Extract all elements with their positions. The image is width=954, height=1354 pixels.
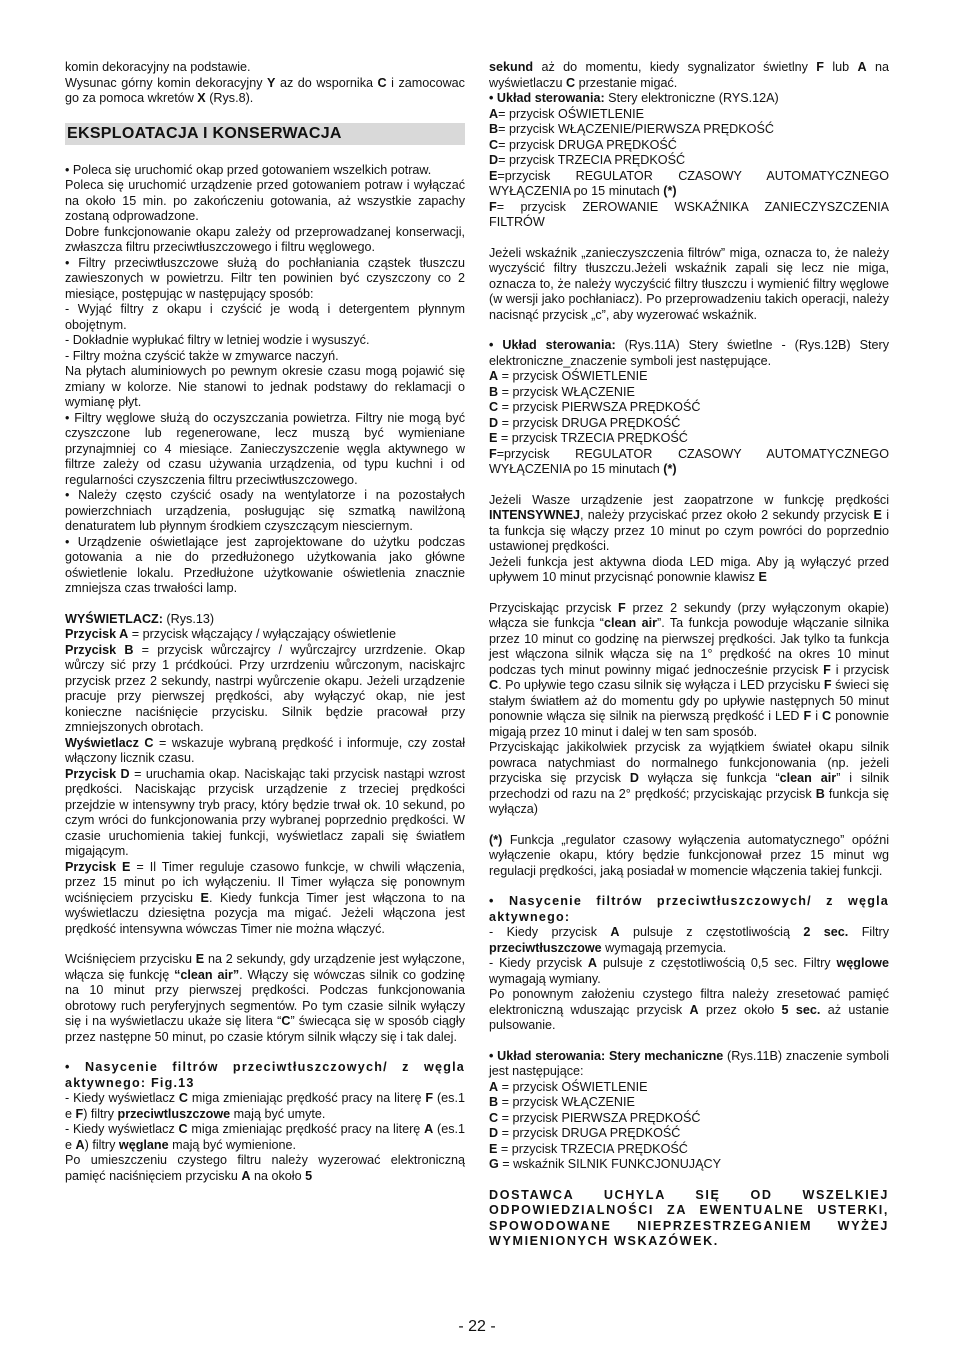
bold-text: A [241,1168,251,1183]
paragraph [65,1122,465,1153]
text: . Włączy się wówczas silnik co godzinę na 10 minut przy pierwszej prędkości. Podczas funkcjonowania obrotowy ruch peryferyjnych segmentów. Po tym czasie silnik wyłączy się i na wyświetlaczu ukaże się litera “ [65,967,466,1028]
paragraph [489,447,889,478]
text: ” świecąca się w sposób ciągły przez następne 50 minut, po czasie którym silnik włączy się i tak dalej. [65,1014,465,1044]
bold-text: C [178,1122,188,1136]
paragraph [65,767,465,860]
bold-text: Y [267,75,276,90]
paragraph [65,1091,465,1122]
text: = przycisk ZEROWANIE WSKAŹNIKA ZANIECZYSZCZENIA FILTRÓW [489,199,889,229]
text: Jeżeli Wasze urządzenie jest zaopatrzone w funkcję prędkości [489,492,889,507]
bold-text: • Nasycenie filtrów przeciwtłuszczowych/ z węgla aktywnego: [489,894,889,924]
bold-text: DOSTAWCA UCHYLA SIĘ OD WSZELKIEJ ODPOWIEDZIALNOŚCI ZA EWENTUALNE USTERKI, SPOWODOWANE NIEPRZESTRZEGANIEM WYŻEJ WYMIENIONYCH WSKAZÓWEK. [489,1187,889,1248]
bold-text: E [195,952,205,966]
bold-text: 5 [305,1168,313,1183]
paragraph [489,369,889,385]
paragraph [489,91,889,107]
paragraph [65,60,465,76]
paragraph [65,178,465,225]
paragraph [489,601,889,741]
bold-text: X [197,91,206,105]
text: Wciśnięciem przycisku [65,952,196,966]
bold-text: A [424,1122,434,1136]
paragraph [489,1080,889,1096]
bold-text: węglane [118,1137,169,1152]
bold-text: F [489,446,497,461]
text: lub [823,60,858,74]
text: = przycisk WŁĄCZENIE [498,1095,635,1109]
text: wyłącza się funkcja “ [638,771,780,785]
text: wymagają przemycia. [601,940,727,955]
paragraph [489,555,889,586]
text: • Należy często czyścić osady na wentylatorze i na pozostałych powierzchniach urządzenia, posługując się szmatką nawilżoną denaturatem lub płynnym środkiem czyszczącym niesciernym. [65,488,465,533]
paragraph [489,1188,889,1250]
text: • Urządzenie oświetlające jest zaprojektowane do użytku podczas gotowania a nie do przedłużonego użytkowania jako główne oświetlenie lokalu. Przedłużone użytkowanie oświetlenia znacznie zmniejsza czas trwałości lamp. [65,534,465,595]
text: miga zmieniając prędkość pracy na literę [187,1122,425,1136]
text: pulsuje z częstotliwością 0,5 sec. Filtry [597,956,837,970]
bold-text: A [610,925,620,939]
text: . Kiedy funkcja Timer jest włączona to na wyświetlaczu dziesiętna pozycja ma migać. Jeżeli włączona jest prędkość intensywna wówczas Timer nie można włączyć. [65,890,465,936]
text: - Kiedy przycisk [489,956,588,970]
text: funkcja się wyłącza) [489,786,889,816]
paragraph [489,925,889,956]
bold-text: (*) [489,832,503,847]
text: i [811,709,822,723]
bold-text: E [758,570,767,584]
text: . Po upływie tego czasu silnik się wyłącza i LED przycisku [498,678,824,692]
text: Dobre funkcjonowanie okapu zależy od przeprowadzanej konserwacji, zwłaszcza filtru przeciwtłuszczowego i filtru węglowego. [65,224,465,254]
text: • Filtry przeciwtłuszczowe służą do pochłaniania cząstek tłuszczu zawieszonych w powietrzu. Filtr ten powinien być czyszczony co 2 miesiące, postępując w następujący sposób: [65,255,465,301]
bold-text: sekund [489,60,534,74]
paragraph-gap [489,323,889,338]
bold-text: clean air [603,616,657,630]
text: wymagają wymiany. [489,971,601,986]
bold-text: B [489,384,499,399]
text: Przyciskając przycisk [489,600,619,615]
bold-text: B [489,1095,499,1109]
bold-text: • Układ sterowania: Stery mechaniczne [489,1048,724,1063]
text: i zamocowac go za pomoca wkretów [65,75,465,105]
text: - Wyjąć filtry z okapu i czyścić je wodą i detergentem płynnym obojętnym. [65,302,465,332]
text: (Rys.13) [162,611,215,626]
text: (Rys.11A) Stery świetlne - (Rys.12B) Stery elektroniczne_znaczenie symboli jest następujące. [489,338,889,368]
bold-text: E [489,168,498,183]
paragraph [489,987,889,1034]
paragraph-gap [489,879,889,894]
text: (es.1 e [65,1122,465,1152]
text: - Dokładnie wypłukać filtry w letniej wodzie i wysuszyć. [65,333,370,347]
bold-text: C [489,137,499,152]
left-body-text [65,163,465,1185]
text: ”. Ta funkcja powoduje włączanie silnika przez 10 minut co godzinę na pierwszej prędkości. Jak tylko ta funkcja jest włączona silnik włącza się na 1° prędkość na okres 10 minut podczas tych minut powinny migać jednocześnie przycisk [489,616,889,677]
bold-text: D [489,415,499,430]
bold-text: 2 sec. [803,925,849,939]
paragraph [65,1060,465,1091]
text: Po ponownym założeniu czystego filtra należy zresetować pamięć elektroniczną wduszając przycisk [489,987,889,1017]
paragraph-gap [489,586,889,601]
bold-text: A [489,369,499,383]
text: = przycisk TRZECIA PRĘDKOŚĆ [497,1141,688,1156]
text: - Kiedy wyświetlacz [65,1091,179,1105]
paragraph [489,1157,889,1173]
text: = przycisk OŚWIETLENIE [498,369,648,383]
paragraph [489,956,889,987]
text: = uruchamia okap. Naciskając taki przycisk nastąpi wzrost prędkości. Naciskając przycisk urządzenie z trzeciej prędkości przejdzie w intensywny tryb pracy, który będzie trwał ok. 10 sekund, po czym wróci do funkcjonowania przy wybranej poprzednio prędkości. W czasie uruchomienia takiej funkcji, wyświetlacz zapali się światłem migającym. [65,766,465,858]
text: (es.1 e [65,1091,465,1121]
bold-text: C [281,1014,291,1028]
text: Po umieszczeniu czystego filtru należy wyzerować elektroniczną pamięć naciśnięciem przycisku [65,1153,465,1183]
bold-text: F [823,678,832,692]
text: Stery elektroniczne (RYS.12A) [604,91,779,105]
text: Na płytach aluminiowych po pewnym okresie czasu mogą pojawić się zmiany w kolorze. Nie stanowi to jednak podstawy do reklamacji o wymianę płyt. [65,364,465,409]
bold-text: węglowe [836,956,889,970]
bold-text: C [821,709,832,723]
text: Przyciskając jakikolwiek przycisk za wyjątkiem świateł okapu silnik powraca natychmiast do normalnego funkcjonowania (np. jeżeli przyciska się przycisk [489,740,889,785]
text: = wskazuje wybraną prędkość i informuje, czy został włączony licznik czasu. [65,735,465,765]
bold-text: E [200,890,209,905]
bold-text: B [815,786,825,801]
paragraph [65,364,465,411]
text: • Poleca się uruchomić okap przed gotowaniem wszelkich potraw. [65,162,432,177]
text: i przycisk [830,662,889,677]
bold-text: F [75,1106,84,1121]
paragraph [65,488,465,535]
text: ” i silnik przechodzi od razu na 2° prędkość; przyciskając przycisk [489,771,890,801]
bold-text: A [857,60,867,74]
paragraph [489,1049,889,1080]
bold-text: • Układ sterowania: [489,338,616,352]
intro-text [65,60,465,107]
bold-text: INTENSYWNEJ [489,508,580,522]
paragraph [489,169,889,200]
paragraph-gap [489,818,889,833]
paragraph [65,860,465,938]
bold-text: WYŚWIETLACZ: [65,611,163,626]
bold-text: F [816,60,824,74]
text: = wskaźnik SILNIK FUNKCJONUJĄCY [498,1157,721,1171]
paragraph-gap [489,1173,889,1188]
text: = przycisk PIERWSZA PRĘDKOŚĆ [498,1110,701,1125]
paragraph [489,1095,889,1111]
text: = przycisk DRUGA PRĘDKOŚĆ [498,1126,681,1140]
paragraph [65,302,465,333]
bold-text: Wyświetlacz C [65,735,154,750]
paragraph [489,833,889,880]
bold-text: D [629,771,639,785]
bold-text: C [489,678,499,692]
bold-text: A [587,956,598,970]
bold-text: przeciwtłuszczowe [489,940,602,955]
paragraph [489,107,889,123]
paragraph [65,333,465,349]
text: Funkcja „regulator czasowy wyłączenia automatycznego” opóźni wyłączenie okapu, który będzie funkcjonował przez 15 minut wg regulacji prędkości, jaką posiadał w momencie włączenia takiej funkcji. [489,832,889,878]
paragraph [65,225,465,256]
paragraph [65,952,465,1045]
paragraph [489,400,889,416]
text: Poleca się uruchomić urządzenie przed gotowaniem potraw i wyłączać na około 15 min. po zakończeniu gotowania, aż wszystkie zapachy zostaną odprowadzone. [65,178,465,223]
bold-text: C [377,75,387,90]
bold-text: C [489,400,499,414]
bold-text: E [489,1141,498,1156]
paragraph [489,493,889,555]
text: na wyświetlaczu [489,60,889,90]
bold-text: F [803,709,812,723]
paragraph [489,1111,889,1127]
bold-text: E [489,431,498,445]
text: = przycisk OŚWIETLENIE [498,106,645,121]
left-column [65,60,465,1184]
text: = przycisk TRZECIA PRĘDKOŚĆ [498,153,686,167]
text: świeci się stałym światłem aż do momentu gdy po upływie następnych 50 minut ponownie włącza się silnik na pierwszą prędkość i LED [489,678,889,723]
bold-text: “clean air” [174,967,240,982]
text: pulsuje z częstotliwością [619,925,804,939]
right-column [489,60,889,1250]
paragraph [489,246,889,324]
paragraph [65,612,465,628]
text: = przycisk PIERWSZA PRĘDKOŚĆ [498,400,701,414]
paragraph-gap [489,478,889,493]
text: przez około [698,1002,782,1017]
bold-text: Przycisk B [65,642,134,657]
text: Jeżeli wskaźnik „zanieczyszczenia filtrów” miga, oznacza to, że należy wyczyścić filtry tłuszczu.Jeżeli wskaźnik zapali się lecz nie miga, oznacza to, że należy wyczyścić filtry tłuszczu i wymienić filtry węglowe (w wersji jako pochłaniacz). Po przeprowadzeniu takich operacji, należy nacisnąć przycisk „c”, aby wyzerować wskaźnik. [489,245,889,322]
bold-text: B [489,122,499,136]
bold-text: D [489,1126,499,1140]
text: aż do momentu, kiedy sygnalizator świetlny [533,60,817,74]
text: = przycisk TRZECIA PRĘDKOŚĆ [497,431,688,445]
bold-text: clean air [779,771,837,785]
bold-text: Przycisk A [65,627,129,641]
paragraph [489,338,889,369]
bold-text: 5 sec. [781,1002,821,1017]
bold-text: • Układ sterowania: [489,91,605,105]
text: = przycisk DRUGA PRĘDKOŚĆ [498,415,681,430]
text: =przycisk REGULATOR CZASOWY AUTOMATYCZNEGO WYŁĄCZENIA po 15 minutach [489,446,889,476]
text: (Rys.11B) znaczenie symboli jest następujące: [489,1048,889,1078]
bold-text: C [489,1110,499,1125]
text: ) filtry [84,1137,119,1152]
section-heading: EKSPLOATACJA I KONSERWACJA [65,123,465,145]
paragraph [65,411,465,489]
text: = przycisk WŁĄCZENIE [498,384,635,399]
paragraph [489,138,889,154]
paragraph [65,256,465,303]
text: = przycisk OŚWIETLENIE [498,1079,648,1094]
paragraph [65,535,465,597]
paragraph [489,200,889,231]
paragraph [489,385,889,401]
bold-text: F [489,199,497,214]
text: - Kiedy przycisk [489,925,611,939]
bold-text: przeciwtluszczowe [117,1106,231,1121]
text: az do wspornika [275,75,378,90]
bold-text: • Nasycenie filtrów przeciwtłuszczowych/ z węgla aktywnego: Fig.13 [65,1060,465,1090]
paragraph-gap [489,1034,889,1049]
bold-text: A [75,1137,85,1152]
text: = przycisk włączający / wyłączający oświetlenie [128,627,396,641]
text: • Filtry węglowe służą do oczyszczania powietrza. Filtry nie mogą być czyszczone lub regenerowane, lecz muszą być wymieniane przynajmniej co 4 miesiące. Zanieczyszczenie węgla aktywnego w filtrze zależy od czasu używania urządzenia, od typu kuchni i od regularności czyszczenia filtru przeciwtłuszczowego. [65,410,465,487]
paragraph [65,1153,465,1184]
text: = Il Timer reguluje czasowo funkcje, w chwili włączenia, przez 15 minut po ich wyłączeniu. Il Timer wyłącza się ponownym wciśnięciem przycisku [65,859,465,905]
bold-text: D [489,153,499,167]
bold-text: A [689,1002,699,1017]
text: i ta funkcja się włączy przez 10 minut po czym powróci do poprzednio ustawionej prędkości. [489,508,889,553]
bold-text: F [425,1091,434,1105]
paragraph [65,643,465,736]
text: - Filtry można czyścić także w zmywarce naczyń. [65,348,339,363]
text: ponownie migają przez 10 minut i dalej w ten sam sposób. [489,709,889,739]
bold-text: A [489,1079,499,1094]
text: komin dekoracyjny na podstawie. [65,60,251,74]
text: na 2 sekundy, gdy urządzenie jest wyłączone, włącza się funkcję [65,952,465,982]
paragraph [65,736,465,767]
text: = przycisk WŁĄCZENIE/PIERWSZA PRĘDKOŚĆ [498,122,774,136]
paragraph [489,1126,889,1142]
paragraph-gap [65,937,465,952]
paragraph [489,431,889,447]
text: = przycisk DRUGA PRĘDKOŚĆ [498,137,677,152]
paragraph [65,163,465,179]
paragraph [489,1142,889,1158]
text: na około [250,1168,306,1183]
bold-text: F [823,662,831,677]
paragraph-gap [65,597,465,612]
paragraph [489,153,889,169]
bold-text: G [489,1157,499,1171]
text: Wysunac górny komin dekoracyjny [65,75,268,90]
bold-text: (*) [663,462,677,476]
bold-text: C [565,75,576,90]
text: (Rys.8). [205,91,254,105]
text: przestanie migać. [575,75,678,90]
paragraph-gap [65,1045,465,1060]
paragraph [65,627,465,643]
bold-text: C [178,1091,189,1105]
bold-text: Przycisk D [65,766,130,781]
text: aż ustanie pulsowanie. [489,1002,889,1032]
right-body-text [489,60,889,1250]
text: mają być umyte. [230,1106,326,1121]
bold-text: F [618,600,626,615]
text: przez 2 sekundy (przy wyłączonym okapie) włącza sie funkcja “ [489,600,889,630]
bold-text: Przycisk E [65,859,131,874]
paragraph [489,740,889,818]
text: =przycisk REGULATOR CZASOWY AUTOMATYCZNEGO WYŁĄCZENIA po 15 minutach [489,168,889,198]
text: miga zmieniając prędkość pracy na literę [188,1091,426,1105]
bold-text: A [489,106,499,121]
text: ) filtry [83,1106,118,1121]
paragraph [65,349,465,365]
paragraph [65,76,465,107]
paragraph [489,60,889,91]
text: , należy przyciskać przez około 2 sekundy przycisk [579,508,874,522]
text: mają być wymienione. [168,1137,296,1152]
bold-text: E [873,508,882,522]
paragraph-gap [489,231,889,246]
text: = przycisk wůrczajrcy / wyůrczajrcy urzrdzenie. Okap wůrczy sić przy 1 prćdkoúci. Przy urzrdzeniu wůrczonym, naciskajrc przycisk przez 2 sekundy, nastrpi wyůrczenie okapu. Jeżeli urządzenie pracuje przy pierwszej prędkości, aby wyłączyć okap, nie jest konieczne naciśnięcie przycisku. Silnik będzie pracował przy zmniejszonych obrotach. [65,642,465,734]
text: - Kiedy wyświetlacz [65,1122,179,1136]
text: Filtry [848,925,890,939]
page-number: - 22 - [458,1318,496,1335]
paragraph [489,122,889,138]
paragraph [489,416,889,432]
paragraph [489,894,889,925]
bold-text: (*) [663,184,677,198]
text: Jeżeli funkcja jest aktywna dioda LED miga. Aby ją wyłączyć przed upływem 10 minut przycisnąć ponownie klawisz [489,554,889,584]
